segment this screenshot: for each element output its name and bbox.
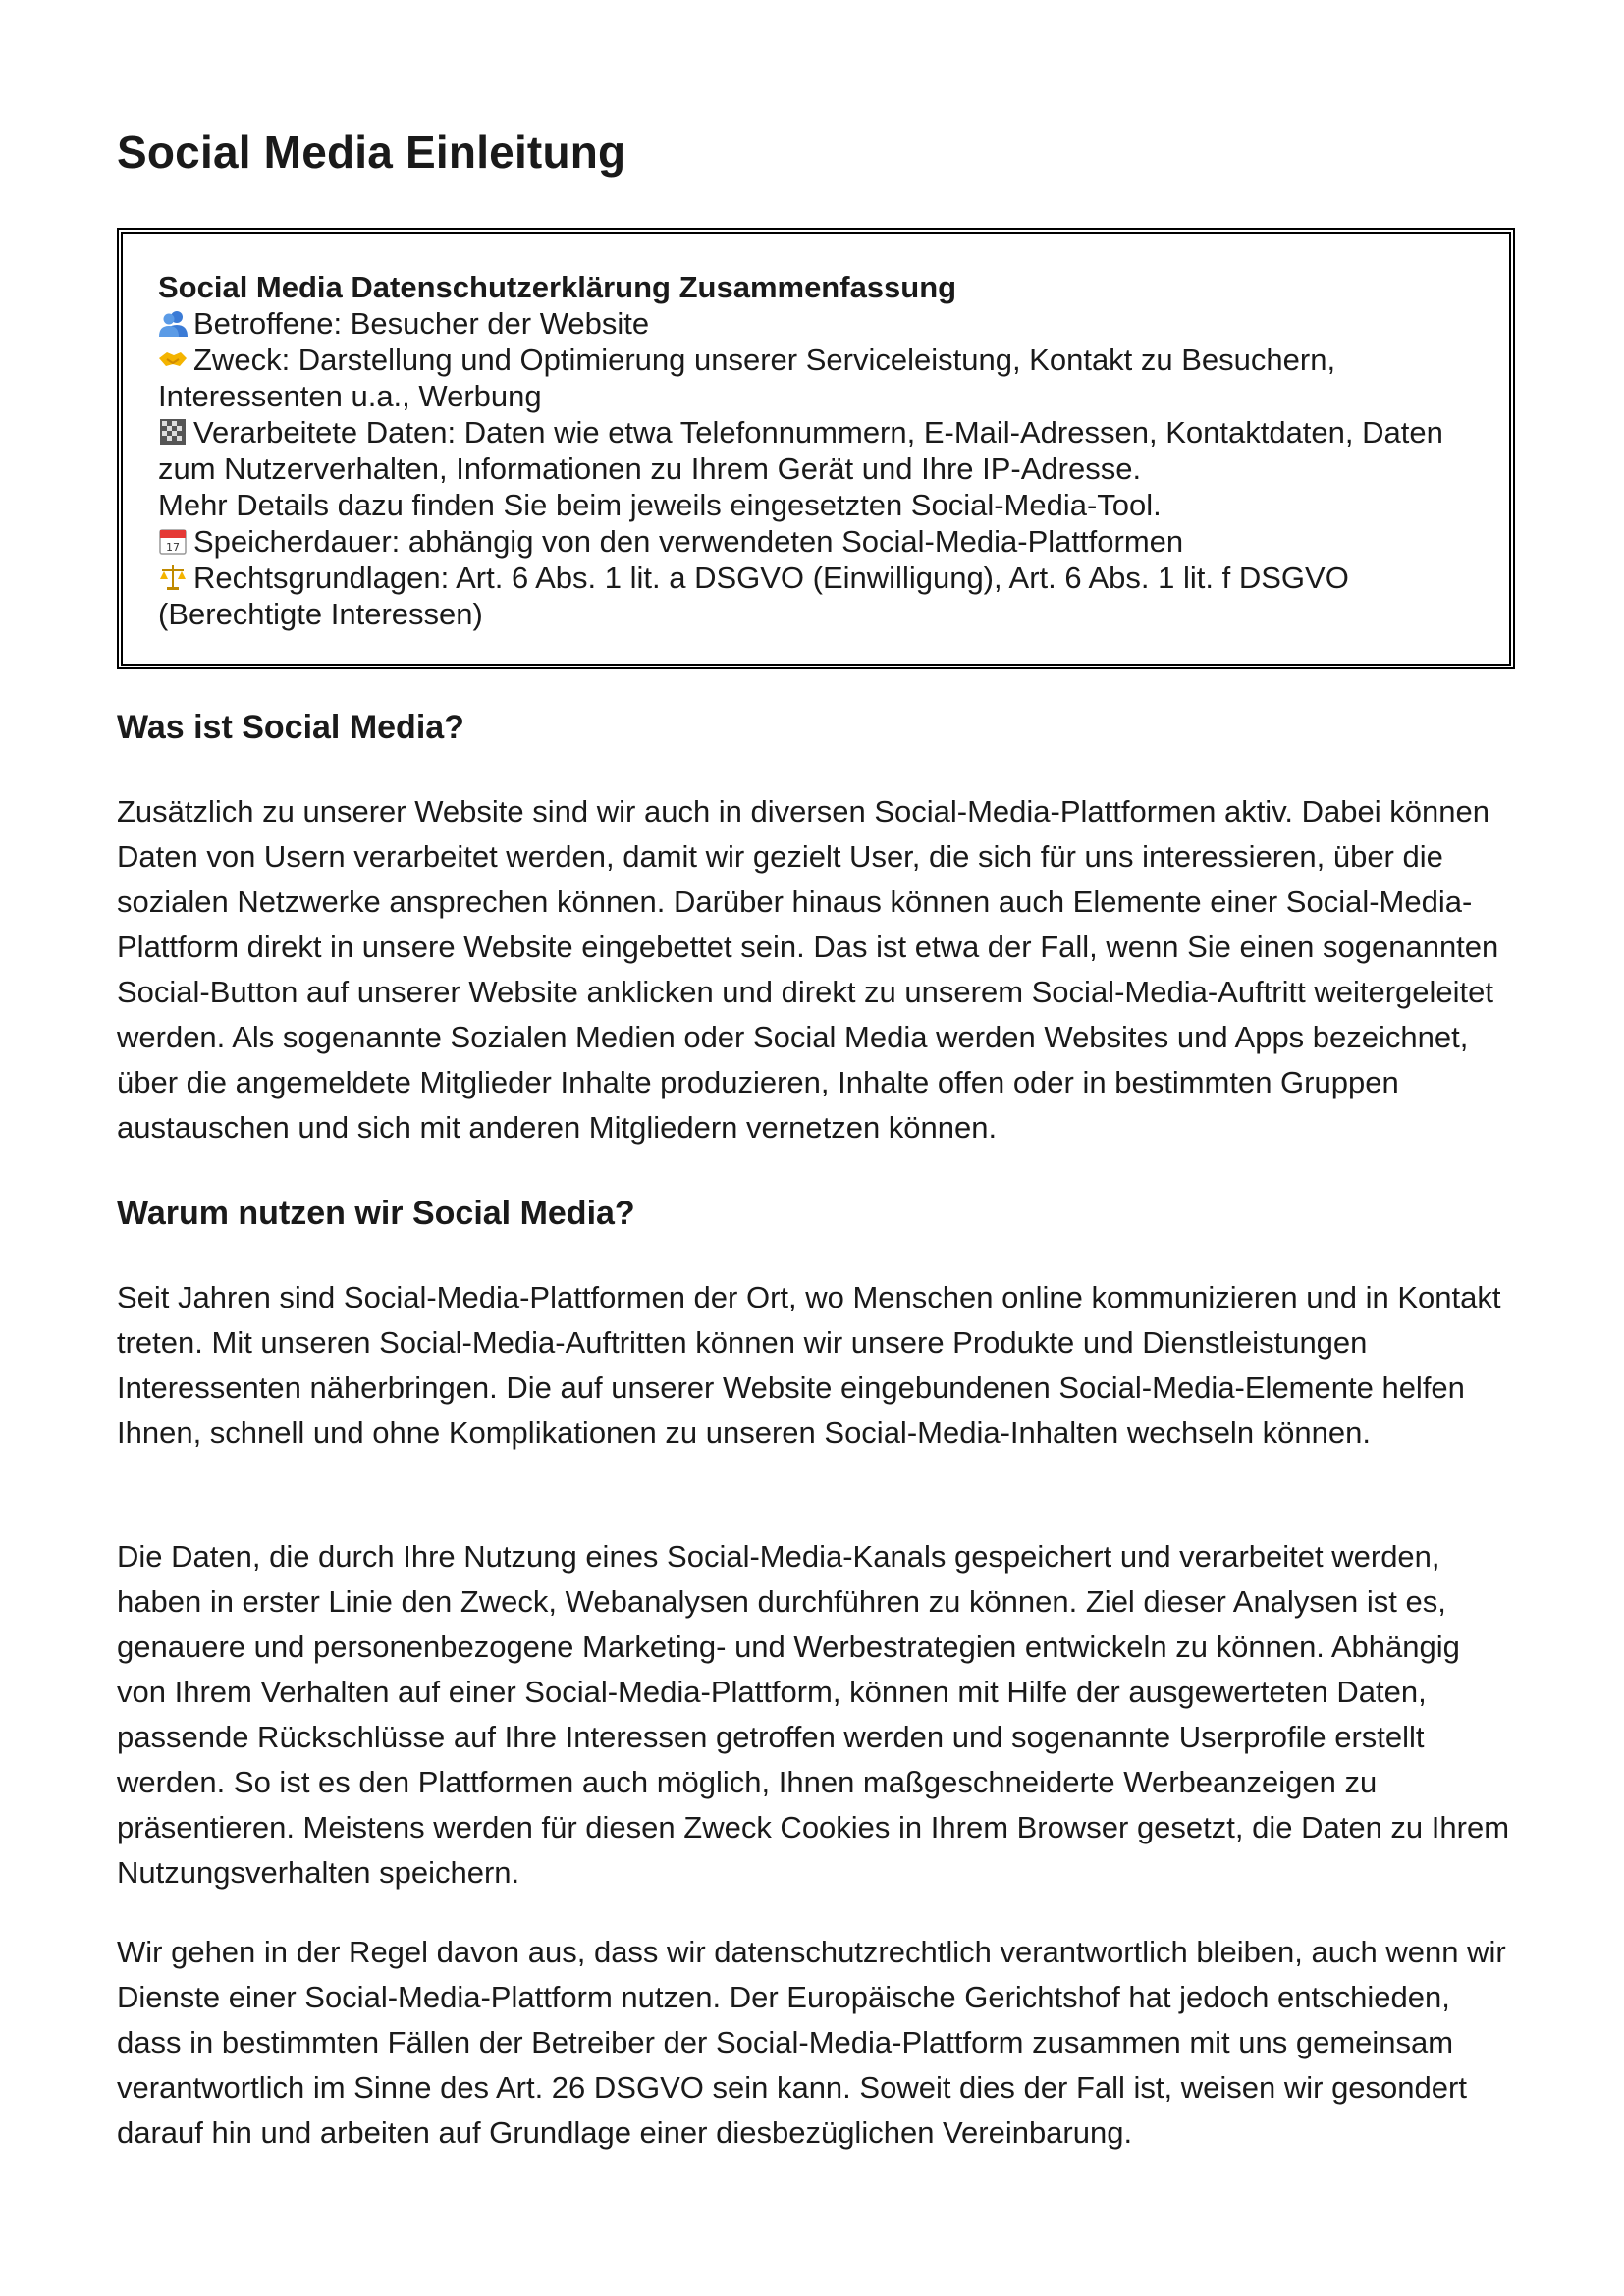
people-icon xyxy=(158,308,188,338)
summary-content xyxy=(158,269,1474,632)
handshake-icon xyxy=(158,345,188,374)
summary-line-text: Speicherdauer: abhängig von den verwendeten Social-Media-Plattformen xyxy=(193,524,1184,559)
section-paragraph-was-ist: Zusätzlich zu unserer Website sind wir auch in diversen Social-Media-Plattformen aktiv. Dabei können Daten von Usern verarbeitet werden, damit wir gezielt User, die sich für uns interessieren, über die sozialen Netzwerke ansprechen können. Darüber hinaus können auch Elemente einer Social-Media-Plattform direkt in unsere Website eingebettet sein. Das ist etwa der Fall, wenn Sie einen sogenannten Social-Button auf unserer Website anklicken und direkt zu unserem Social-Media-Auftritt weitergeleitet werden. Als sogenannte Sozialen Medien oder Social Media werden Websites und Apps bezeichnet, über die angemeldete Mitglieder Inhalte produzieren, Inhalte offen oder in bestimmten Gruppen austauschen und sich mit anderen Mitgliedern vernetzen können. xyxy=(117,794,1499,1145)
summary-title: Social Media Datenschutzerklärung Zusammenfassung xyxy=(158,270,957,304)
section-paragraph-warum-1: Seit Jahren sind Social-Media-Plattformen der Ort, wo Menschen online kommunizieren und in Kontakt treten. Mit unseren Social-Media-Auftritten können wir unsere Produkte und Dienstleistungen Interessenten näherbringen. Die auf unserer Website eingebundenen Social-Media-Elemente helfen Ihnen, schnell und ohne Komplikationen zu unseren Social-Media-Inhalten wechseln können. xyxy=(117,1280,1501,1450)
svg-text:17: 17 xyxy=(166,541,180,554)
summary-line-details: Mehr Details dazu finden Sie beim jeweils eingesetzten Social-Media-Tool. xyxy=(158,488,1162,522)
checkered-grid-icon xyxy=(158,417,188,447)
section-heading-was-ist: Was ist Social Media? xyxy=(117,709,464,746)
page-title: Social Media Einleitung xyxy=(117,127,626,178)
summary-line-speicherdauer xyxy=(158,523,1474,560)
scales-icon xyxy=(158,562,188,592)
summary-box xyxy=(117,228,1515,669)
summary-line-zweck xyxy=(158,342,1474,414)
summary-line-text: Betroffene: Besucher der Website xyxy=(193,306,650,341)
summary-line-text: Verarbeitete Daten: Daten wie etwa Telefonnummern, E-Mail-Adressen, Kontaktdaten, Daten zum Nutzerverhalten, Informationen zu Ihrem Gerät und Ihre IP-Adresse. xyxy=(158,415,1443,486)
summary-line-text: Zweck: Darstellung und Optimierung unserer Serviceleistung, Kontakt zu Besuchern, Interessenten u.a., Werbung xyxy=(158,343,1336,413)
section-paragraph-warum-2: Die Daten, die durch Ihre Nutzung eines Social-Media-Kanals gespeichert und verarbeitet werden, haben in erster Linie den Zweck, Webanalysen durchführen zu können. Ziel dieser Analysen ist es, genauere und personenbezogene Marketing- und Werbestrategien entwickeln zu können. Abhängig von Ihrem Verhalten auf einer Social-Media-Plattform, können mit Hilfe der ausgewerteten Daten, passende Rückschlüsse auf Ihre Interessen getroffen werden und sogenannte Userprofile erstellt werden. So ist es den Plattformen auch möglich, Ihnen maßgeschneiderte Werbeanzeigen zu präsentieren. Meistens werden für diesen Zweck Cookies in Ihrem Browser gesetzt, die Daten zu Ihrem Nutzungsverhalten speichern. xyxy=(117,1539,1510,1890)
summary-line-rechtsgrundlagen xyxy=(158,560,1474,632)
summary-line-text: Rechtsgrundlagen: Art. 6 Abs. 1 lit. a DSGVO (Einwilligung), Art. 6 Abs. 1 lit. f DSGVO (Berechtigte Interessen) xyxy=(158,561,1349,631)
section-heading-warum: Warum nutzen wir Social Media? xyxy=(117,1195,635,1232)
section-paragraph-warum-3: Wir gehen in der Regel davon aus, dass wir datenschutzrechtlich verantwortlich bleiben, auch wenn wir Dienste einer Social-Media-Plattform nutzen. Der Europäische Gerichtshof hat jedoch entschieden, dass in bestimmten Fällen der Betreiber der Social-Media-Plattform zusammen mit uns gemeinsam verantwortlich im Sinne des Art. 26 DSGVO sein kann. Soweit dies der Fall ist, weisen wir gesondert darauf hin und arbeiten auf Grundlage einer diesbezüglichen Vereinbarung. xyxy=(117,1935,1506,2150)
calendar-icon xyxy=(158,526,188,556)
summary-line-betroffene xyxy=(158,305,1474,342)
summary-line-daten xyxy=(158,414,1474,487)
